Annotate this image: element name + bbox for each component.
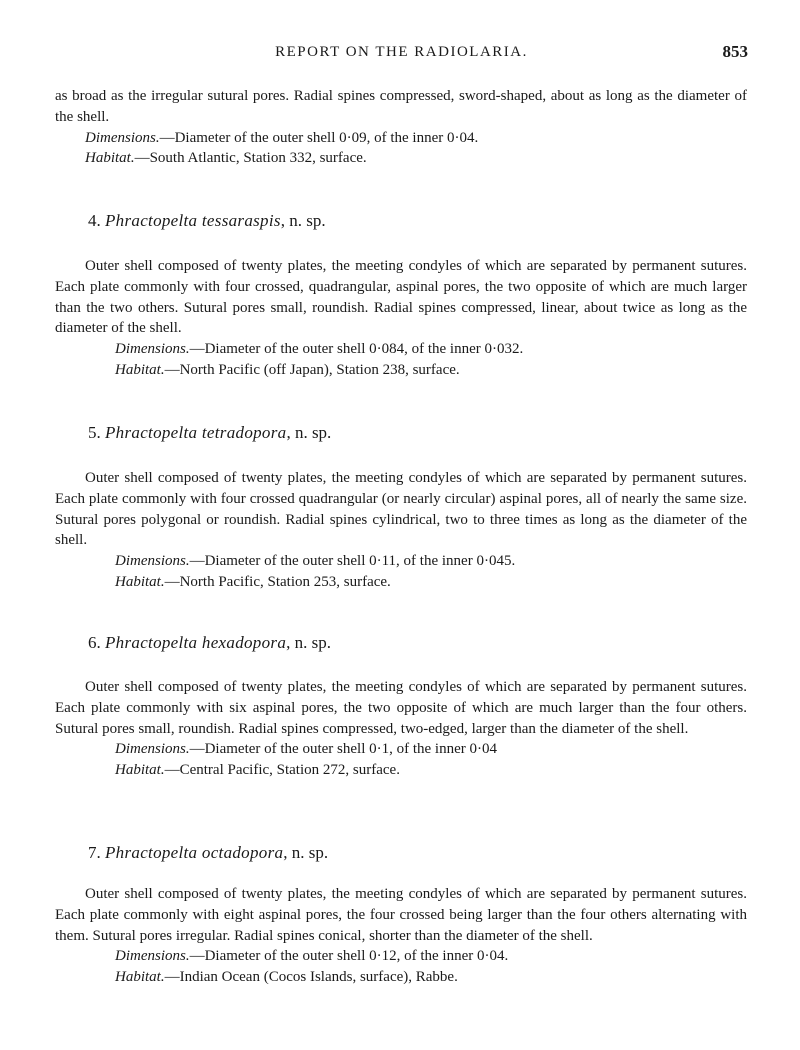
- habitat-label: Habitat.: [115, 969, 165, 986]
- species-entry: [55, 884, 747, 988]
- habitat-text: —Central Pacific, Station 272, surface.: [164, 762, 400, 779]
- species-name: Phractopelta tessaraspis: [105, 211, 281, 230]
- species-entry: [55, 256, 747, 381]
- habitat-label: Habitat.: [115, 573, 165, 590]
- species-description: Outer shell composed of twenty plates, the meeting condyles of which are separated by permanent sutures. Each plate commonly with four crossed, quadrangular, aspinal pores, the two opposite of which are much larger than the two others. Sutural pores small, roundish. Radial spines compressed, linear, about twice as long as the diameter of the shell.: [55, 258, 747, 337]
- species-number: 5.: [88, 423, 101, 442]
- species-dimensions: [55, 739, 747, 760]
- species-description: Outer shell composed of twenty plates, the meeting condyles of which are separated by permanent sutures. Each plate commonly with eight aspinal pores, the four crossed being larger than the four others alternating with them. Sutural pores irregular. Radial spines conical, shorter than the diameter of the shell.: [55, 886, 747, 944]
- habitat-text: —Indian Ocean (Cocos Islands, surface), Rabbe.: [164, 969, 458, 986]
- species-number: 4.: [88, 211, 101, 230]
- dimensions-label: Dimensions.: [85, 129, 160, 146]
- dimensions-text: —Diameter of the outer shell 0·084, of the inner 0·032.: [189, 341, 524, 358]
- species-habitat: [55, 572, 747, 593]
- species-number: 6.: [88, 633, 101, 652]
- species-habitat: [55, 967, 747, 988]
- header-title: REPORT ON THE RADIOLARIA.: [275, 44, 528, 60]
- species-entry: [55, 468, 747, 593]
- dimensions-text: —Diameter of the outer shell 0·1, of the inner 0·04: [189, 741, 497, 758]
- running-header: [55, 42, 748, 64]
- species-habitat: [55, 360, 747, 381]
- species-heading: [88, 633, 331, 653]
- species-suffix: , n. sp.: [286, 633, 331, 652]
- species-heading: [88, 211, 326, 231]
- species-suffix: , n. sp.: [280, 211, 326, 230]
- intro-text: as broad as the irregular sutural pores. Radial spines compressed, sword-shaped, about as long as the diameter of the shell.: [55, 88, 747, 125]
- species-number: 7.: [88, 843, 101, 862]
- page-number: 853: [722, 42, 748, 61]
- intro-dimensions: [55, 128, 747, 149]
- species-habitat: [55, 760, 747, 781]
- habitat-label: Habitat.: [115, 762, 165, 779]
- species-name: Phractopelta tetradopora: [105, 423, 287, 442]
- dimensions-label: Dimensions.: [115, 553, 190, 570]
- species-description: Outer shell composed of twenty plates, the meeting condyles of which are separated by permanent sutures. Each plate commonly with six aspinal pores, the two opposite of which are much larger than the four others. Sutural pores small, roundish. Radial spines compressed, two-edged, larger than the diameter of the shell.: [55, 679, 747, 737]
- habitat-label: Habitat.: [115, 361, 165, 378]
- species-name: Phractopelta octadopora: [105, 843, 284, 862]
- species-suffix: , n. sp.: [283, 843, 329, 862]
- species-heading: [88, 423, 331, 443]
- dimensions-text: —Diameter of the outer shell 0·09, of the inner 0·04.: [159, 129, 479, 146]
- species-dimensions: [55, 339, 747, 360]
- dimensions-text: —Diameter of the outer shell 0·11, of the inner 0·045.: [189, 553, 516, 570]
- habitat-text: —South Atlantic, Station 332, surface.: [134, 150, 367, 167]
- species-description: Outer shell composed of twenty plates, the meeting condyles of which are separated by permanent sutures. Each plate commonly with four crossed quadrangular (or nearly circular) aspinal pores, all of nearly the same size. Sutural pores polygonal or roundish. Radial spines cylindrical, two to three times as long as the diameter of the shell.: [55, 470, 747, 549]
- habitat-text: —North Pacific (off Japan), Station 238, surface.: [164, 361, 460, 378]
- species-heading: [88, 843, 328, 863]
- habitat-text: —North Pacific, Station 253, surface.: [164, 573, 391, 590]
- intro-section: [55, 86, 747, 169]
- species-suffix: , n. sp.: [286, 423, 332, 442]
- species-dimensions: [55, 946, 747, 967]
- species-name: Phractopelta hexadopora: [105, 633, 287, 652]
- species-entry: [55, 677, 747, 781]
- intro-habitat: [55, 148, 747, 169]
- habitat-label: Habitat.: [85, 150, 135, 167]
- dimensions-label: Dimensions.: [115, 741, 190, 758]
- dimensions-text: —Diameter of the outer shell 0·12, of the inner 0·04.: [189, 948, 509, 965]
- species-dimensions: [55, 551, 747, 572]
- dimensions-label: Dimensions.: [115, 341, 190, 358]
- dimensions-label: Dimensions.: [115, 948, 190, 965]
